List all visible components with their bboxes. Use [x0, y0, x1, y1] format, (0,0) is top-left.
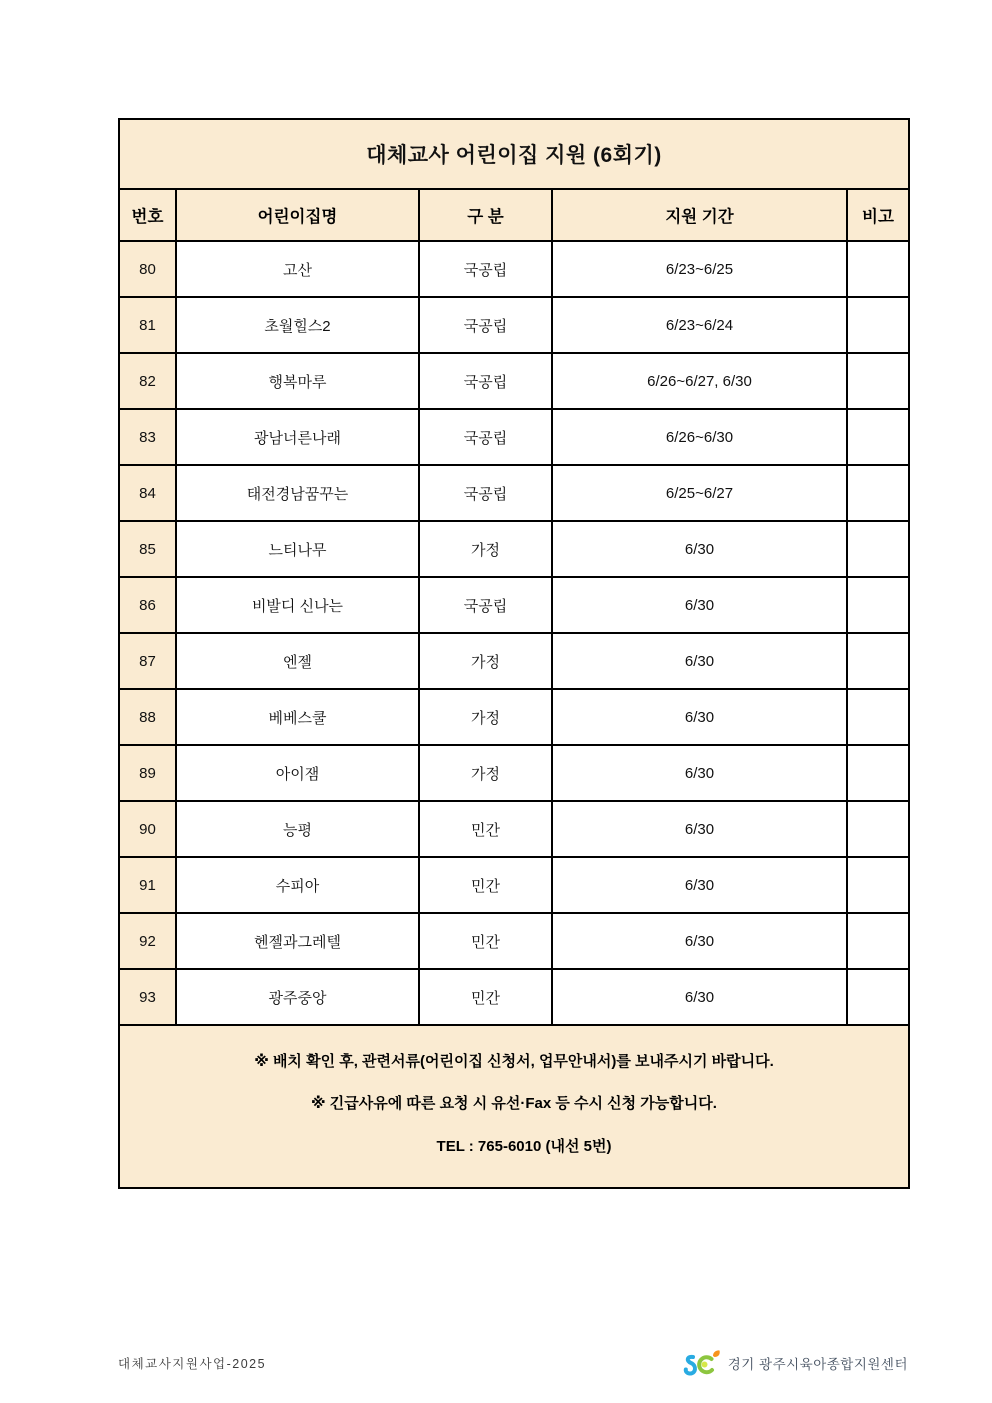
- category-cell: 국공립: [419, 577, 552, 633]
- remark-cell: [847, 521, 909, 577]
- support-sheet: [118, 118, 908, 1189]
- category-cell: 민간: [419, 857, 552, 913]
- row-number-cell: 85: [119, 521, 176, 577]
- table-row: [119, 297, 909, 353]
- table-row: [119, 801, 909, 857]
- support-period-cell: 6/30: [552, 577, 847, 633]
- support-period-cell: 6/23~6/25: [552, 241, 847, 297]
- table-row: [119, 745, 909, 801]
- support-period-cell: 6/30: [552, 689, 847, 745]
- daycare-name-cell: 베베스쿨: [176, 689, 419, 745]
- remark-cell: [847, 241, 909, 297]
- row-number-cell: 93: [119, 969, 176, 1025]
- column-header-remark: 비고: [847, 189, 909, 241]
- row-number-cell: 82: [119, 353, 176, 409]
- column-header-period: 지원 기간: [552, 189, 847, 241]
- column-header-number: 번호: [119, 189, 176, 241]
- support-period-cell: 6/26~6/30: [552, 409, 847, 465]
- daycare-name-cell: 능평: [176, 801, 419, 857]
- support-table: [118, 118, 910, 1189]
- support-period-cell: 6/23~6/24: [552, 297, 847, 353]
- footer-program-label: 대체교사지원사업-2025: [118, 1357, 267, 1371]
- daycare-name-cell: 고산: [176, 241, 419, 297]
- support-period-cell: 6/30: [552, 801, 847, 857]
- table-row: [119, 633, 909, 689]
- row-number-cell: 89: [119, 745, 176, 801]
- daycare-name-cell: 광남너른나래: [176, 409, 419, 465]
- daycare-name-cell: 수피아: [176, 857, 419, 913]
- category-cell: 가정: [419, 745, 552, 801]
- remark-cell: [847, 689, 909, 745]
- category-cell: 국공립: [419, 409, 552, 465]
- daycare-name-cell: 헨젤과그레텔: [176, 913, 419, 969]
- table-row: [119, 857, 909, 913]
- remark-cell: [847, 745, 909, 801]
- row-number-cell: 81: [119, 297, 176, 353]
- row-number-cell: 91: [119, 857, 176, 913]
- daycare-name-cell: 태전경남꿈꾸는: [176, 465, 419, 521]
- center-logo: [683, 1348, 908, 1378]
- support-period-cell: 6/30: [552, 969, 847, 1025]
- notes-box: [119, 1025, 909, 1188]
- column-header-row: [119, 189, 909, 241]
- remark-cell: [847, 465, 909, 521]
- daycare-name-cell: 광주중앙: [176, 969, 419, 1025]
- category-cell: 국공립: [419, 241, 552, 297]
- page-footer: [118, 1348, 908, 1378]
- remark-cell: [847, 857, 909, 913]
- remark-cell: [847, 913, 909, 969]
- remark-cell: [847, 633, 909, 689]
- support-period-cell: 6/30: [552, 857, 847, 913]
- table-row: [119, 577, 909, 633]
- remark-cell: [847, 801, 909, 857]
- column-header-type: 구 분: [419, 189, 552, 241]
- page-title: 대체교사 어린이집 지원 (6회기): [119, 119, 909, 189]
- remark-cell: [847, 969, 909, 1025]
- note-tel: TEL : 765-6010 (내선 5번): [436, 1137, 612, 1155]
- table-row: [119, 241, 909, 297]
- note-line-2: ※ 긴급사유에 따른 요청 시 유선·Fax 등 수시 신청 가능합니다.: [311, 1095, 717, 1113]
- remark-cell: [847, 577, 909, 633]
- sc-swirl-logo-icon: [683, 1348, 723, 1378]
- table-row: [119, 913, 909, 969]
- category-cell: 국공립: [419, 297, 552, 353]
- row-number-cell: 83: [119, 409, 176, 465]
- table-row: [119, 353, 909, 409]
- notes-row: [119, 1025, 909, 1188]
- daycare-name-cell: 행복마루: [176, 353, 419, 409]
- table-row: [119, 465, 909, 521]
- row-number-cell: 87: [119, 633, 176, 689]
- row-number-cell: 90: [119, 801, 176, 857]
- table-row: [119, 409, 909, 465]
- row-number-cell: 84: [119, 465, 176, 521]
- category-cell: 국공립: [419, 465, 552, 521]
- category-cell: 민간: [419, 969, 552, 1025]
- daycare-name-cell: 아이잼: [176, 745, 419, 801]
- table-body: [119, 241, 909, 1025]
- row-number-cell: 86: [119, 577, 176, 633]
- row-number-cell: 88: [119, 689, 176, 745]
- row-number-cell: 80: [119, 241, 176, 297]
- support-period-cell: 6/30: [552, 913, 847, 969]
- category-cell: 국공립: [419, 353, 552, 409]
- remark-cell: [847, 353, 909, 409]
- support-period-cell: 6/26~6/27, 6/30: [552, 353, 847, 409]
- category-cell: 민간: [419, 913, 552, 969]
- footer-center-name: 경기 광주시육아종합지원센터: [727, 1357, 908, 1372]
- daycare-name-cell: 느티나무: [176, 521, 419, 577]
- remark-cell: [847, 409, 909, 465]
- support-period-cell: 6/30: [552, 633, 847, 689]
- category-cell: 가정: [419, 633, 552, 689]
- table-row: [119, 969, 909, 1025]
- daycare-name-cell: 비발디 신나는: [176, 577, 419, 633]
- remark-cell: [847, 297, 909, 353]
- support-period-cell: 6/25~6/27: [552, 465, 847, 521]
- table-row: [119, 689, 909, 745]
- daycare-name-cell: 초월힐스2: [176, 297, 419, 353]
- row-number-cell: 92: [119, 913, 176, 969]
- column-header-name: 어린이집명: [176, 189, 419, 241]
- category-cell: 민간: [419, 801, 552, 857]
- category-cell: 가정: [419, 521, 552, 577]
- table-row: [119, 521, 909, 577]
- support-period-cell: 6/30: [552, 745, 847, 801]
- category-cell: 가정: [419, 689, 552, 745]
- title-row: [119, 119, 909, 189]
- support-period-cell: 6/30: [552, 521, 847, 577]
- note-line-1: ※ 배치 확인 후, 관련서류(어린이집 신청서, 업무안내서)를 보내주시기 바랍니다.: [254, 1053, 774, 1070]
- daycare-name-cell: 엔젤: [176, 633, 419, 689]
